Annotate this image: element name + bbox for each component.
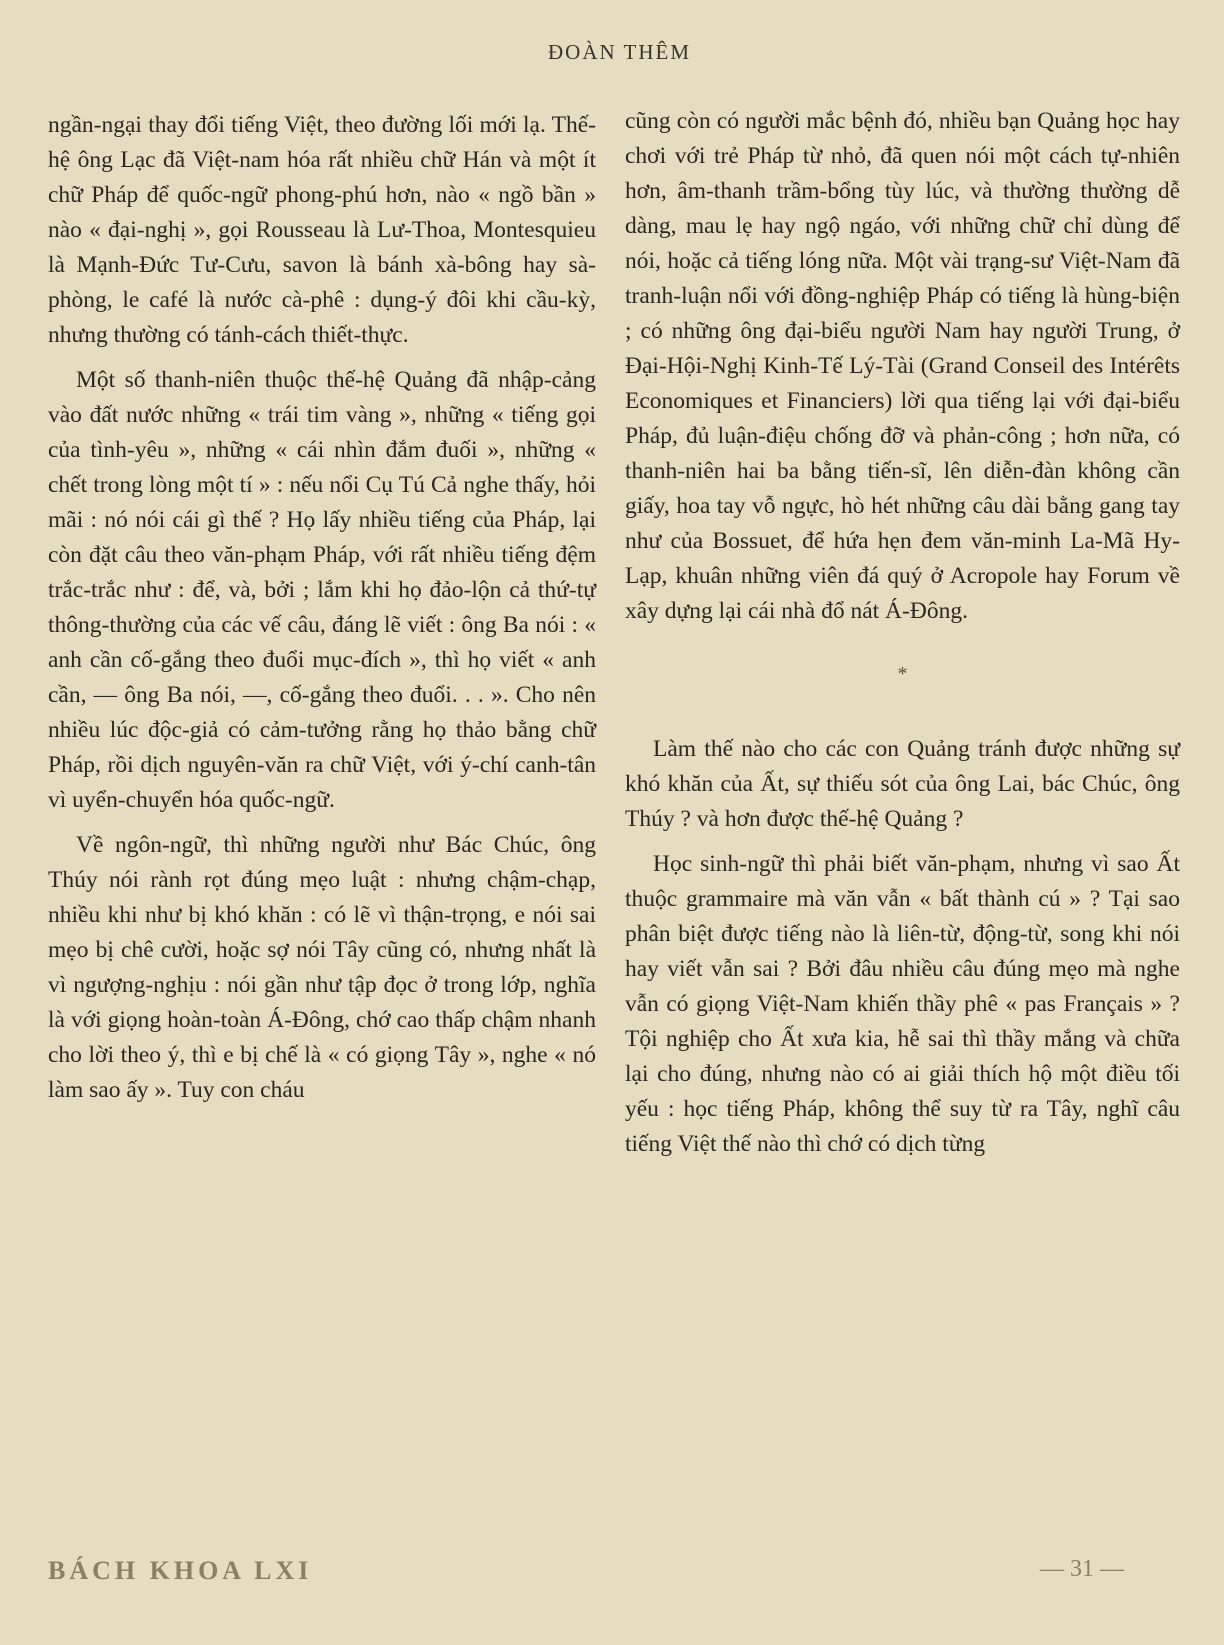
footer-magazine-title: BÁCH KHOA LXI	[48, 1556, 313, 1585]
running-header: ĐOÀN THÊM	[548, 40, 692, 64]
paragraph: Làm thế nào cho các con Quảng tránh được những sự khó khăn của Ất, sự thiếu sót của ông Lai, bác Chúc, ông Thúy ? và hơn được thế-hệ Quảng ?	[625, 736, 1180, 832]
paragraph: Một số thanh-niên thuộc thế-hệ Quảng đã nhập-cảng vào đất nước những « trái tim vàng », những « tiếng gọi của tình-yêu », những « cái nhìn đắm đuối », những « chết trong lòng một tí » : nếu nổi Cụ Tú Cả nghe thấy, hỏi mãi : nó nói cái gì thế ? Họ lấy nhiều tiếng của Pháp, lại còn đặt câu theo văn-phạm Pháp, với rất nhiều tiếng đệm trắc-trắc như : để, và, bởi ; lắm khi họ đảo-lộn cả thứ-tự thông-thường của các vế câu, đáng lẽ viết : ông Ba nói : « anh cần cố-gắng theo đuổi mục-đích », thì họ viết « anh cần, — ông Ba nói, —, cố-gắng theo đuổi. . . ». Cho nên nhiều lúc độc-giả có cảm-tưởng rằng họ thảo bằng chữ Pháp, rồi dịch nguyên-văn ra chữ Việt, với ý-chí canh-tân vì uyển-chuyển hóa quốc-ngữ.	[48, 367, 596, 813]
paragraph: ngần-ngại thay đổi tiếng Việt, theo đường lối mới lạ. Thế-hệ ông Lạc đã Việt-nam hóa rất nhiều chữ Hán và một ít chữ Pháp để quốc-ngữ phong-phú hơn, nào « ngồ bần » nào « đại-nghị », gọi Rousseau là Lư-Thoa, Montesquieu là Mạnh-Đức Tư-Cưu, savon là bánh xà-bông hay sà-phòng, le café là nước cà-phê : dụng-ý đôi khi cầu-kỳ, nhưng thường có tánh-cách thiết-thực.	[48, 112, 596, 348]
paragraph: Học sinh-ngữ thì phải biết văn-phạm, nhưng vì sao Ất thuộc grammaire mà văn vẫn « bất thành cú » ? Tại sao phân biệt được tiếng nào là liên-từ, động-từ, song khi nói hay viết vẫn sai ? Bởi đâu nhiều câu đúng mẹo mà nghe vẫn có giọng Việt-Nam khiến thầy phê « pas Français » ? Tội nghiệp cho Ất xưa kia, hễ sai thì thầy mắng và chữa lại cho đúng, nhưng nào có ai giải thích hộ một điều tối yếu : học tiếng Pháp, không thể suy từ ra Tây, nghĩ câu tiếng Việt thế nào thì chớ có dịch từng	[625, 851, 1180, 1157]
right-column	[625, 104, 1180, 1172]
paragraph: cũng còn có người mắc bệnh đó, nhiều bạn Quảng học hay chơi với trẻ Pháp từ nhỏ, đã quen nói một cách tự-nhiên hơn, âm-thanh trầm-bổng tùy lúc, và thường thường dễ dàng, mau lẹ hay ngộ ngáo, với những chữ chỉ dùng để nói, hoặc cả tiếng lóng nữa. Một vài trạng-sư Việt-Nam đã tranh-luận nổi với đồng-nghiệp Pháp có tiếng là hùng-biện ; có những ông đại-biểu người Nam hay người Trung, ở Đại-Hội-Nghị Kinh-Tế Lý-Tài (Grand Conseil des Intérêts Economiques et Financiers) lời qua tiếng lại với đại-biểu Pháp, đủ luận-điệu chống đỡ và phản-công ; hơn nữa, có thanh-niên hai ba bằng tiến-sĩ, lên diễn-đàn không cần giấy, hoa tay vỗ ngực, hò hét những câu dài bằng gang tay như của Bossuet, để hứa hẹn đem văn-minh La-Mã Hy-Lạp, khuân những viên đá quý ở Acropole hay Forum về xây dựng lại cái nhà đổ nát Á-Đông.	[625, 108, 1180, 624]
left-column	[48, 108, 596, 1118]
page-number: — 31 —	[1040, 1556, 1124, 1582]
paragraph: Về ngôn-ngữ, thì những người như Bác Chúc, ông Thúy nói rành rọt đúng mẹo luật : nhưng chậm-chạp, nhiều khi như bị khó khăn : có lẽ vì thận-trọng, e nói sai mẹo bị chê cười, hoặc sợ nói Tây cũng có, nhưng nhất là vì ngượng-nghịu : nói gần như tập đọc ở trong lớp, nghĩa là với giọng hoàn-toàn Á-Đông, chớ cao thấp chậm nhanh cho lời theo ý, thì e bị chế là « có giọng Tây », nghe « nó làm sao ấy ». Tuy con cháu	[48, 832, 596, 1103]
section-divider: *	[897, 663, 908, 685]
